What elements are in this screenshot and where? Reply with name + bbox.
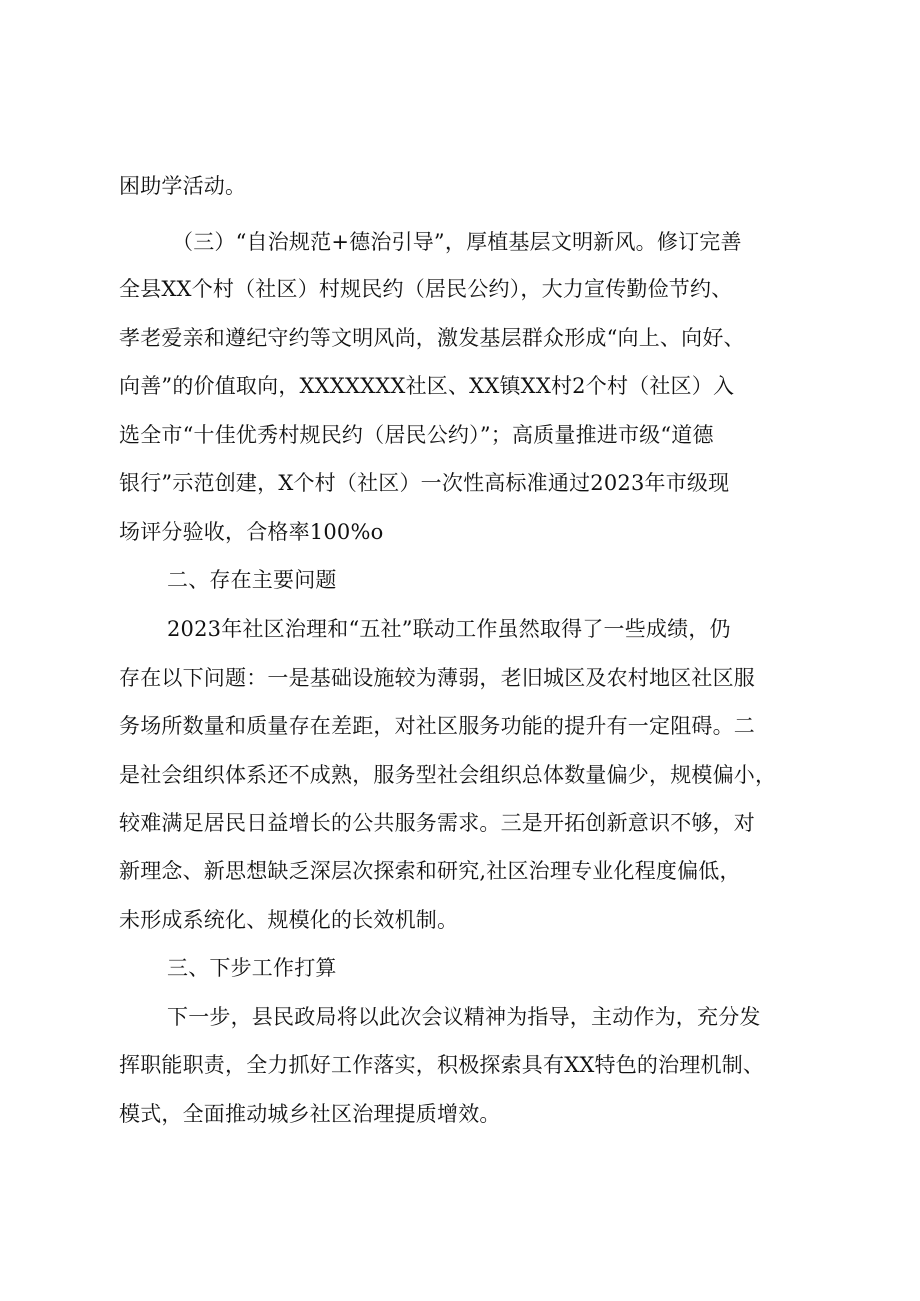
text-line: 较难满足居民日益增长的公共服务需求。三是开拓创新意识不够，对 <box>119 811 755 835</box>
text-line: 银行”示范创建，X个村（社区）一次性高标准通过2023年市级现 <box>119 471 730 495</box>
text-line: 向善”的价值取向，XXXXXXX社区、XX镇XX村2个村（社区）入 <box>119 374 735 398</box>
text-line: 挥职能职责，全力抓好工作落实，积极探索具有XX特色的治理机制、 <box>119 1053 765 1077</box>
section-heading-3: （三）“自治规范+德治引导”，厚植基层文明新风。修订完善 <box>172 230 742 254</box>
text-line: 孝老爱亲和遵纪守约等文明风尚，激发基层群众形成“向上、向好、 <box>119 326 745 350</box>
text-line: 下一步，县民政局将以此次会议精神为指导，主动作为，充分发 <box>167 1005 761 1029</box>
text-line: 务场所数量和质量存在差距，对社区服务功能的提升有一定阻碍。二 <box>119 714 755 738</box>
text-line: 困助学活动。 <box>119 174 247 198</box>
text-line: 是社会组织体系还不成熟，服务型社会组织总体数量偏少，规模偏小， <box>119 763 777 787</box>
text-line: 场评分验收，合格率100%o <box>119 520 384 544</box>
heading-next-steps: 三、下步工作打算 <box>167 956 337 980</box>
text-line: 选全市“十佳优秀村规民约（居民公约）”；高质量推进市级“道德 <box>119 423 714 447</box>
text-line: 新理念、新思想缺乏深层次探索和研究,社区治理专业化程度偏低， <box>119 859 741 883</box>
text-line: 未形成系统化、规模化的长效机制。 <box>119 908 459 932</box>
text-line: 全县XX个村（社区）村规民约（居民公约），大力宣传勤俭节约、 <box>119 277 733 301</box>
text-line: 模式，全面推动城乡社区治理提质增效。 <box>119 1102 501 1126</box>
text-line: 2023年社区治理和“五社”联动工作虽然取得了一些成绩，仍 <box>167 617 731 641</box>
text-line: 存在以下问题：一是基础设施较为薄弱，老旧城区及农村地区社区服 <box>119 666 755 690</box>
heading-problems: 二、存在主要问题 <box>167 568 337 592</box>
